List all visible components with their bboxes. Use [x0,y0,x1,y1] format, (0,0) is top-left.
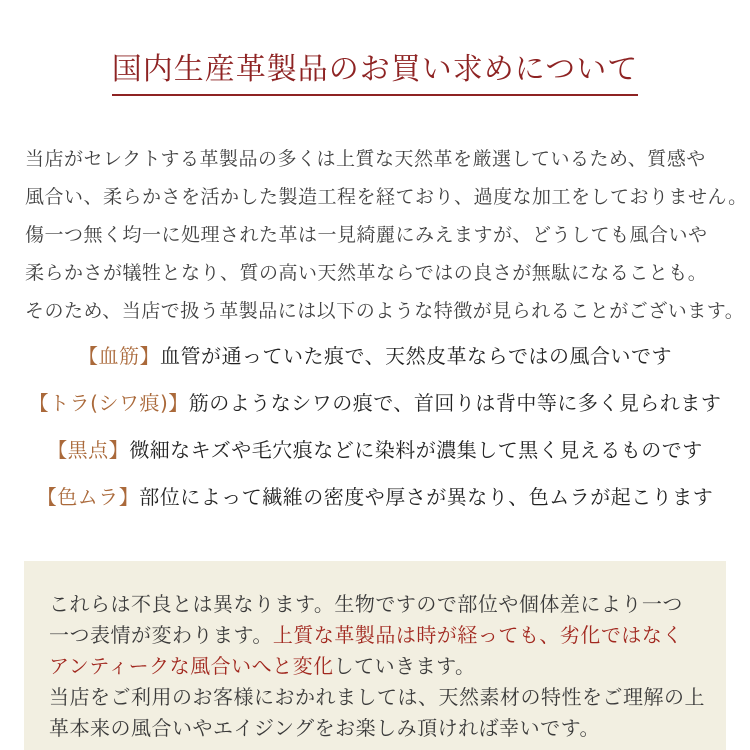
notice-line: 革本来の風合いやエイジングをお楽しみ頂ければ幸いです。 [49,716,600,741]
notice-box [24,561,726,750]
feature-item-tora [0,393,750,414]
title-wrap [0,32,750,116]
feature-label: 【トラ(シワ痕)】 [28,391,189,416]
feature-text: 血管が通っていた痕で、天然皮革ならではの風合いです [160,344,672,369]
notice-highlight: アンティークな風合いへと変化 [49,654,334,679]
notice-text: 一つ表情が変わります。 [49,623,273,648]
feature-label: 【色ムラ】 [36,485,140,510]
feature-text: 筋のようなシワの痕で、首回りは背中等に多く見られます [188,391,722,416]
intro-line: 当店がセレクトする革製品の多くは上質な天然革を厳選しているため、質感や [25,148,706,171]
feature-item-chisuji [0,346,750,367]
feature-text: 部位によって繊維の密度や厚さが異なり、色ムラが起こります [139,485,714,510]
intro-line: 風合い、柔らかさを活かした製造工程を経ており、過度な加工をしておりません。 [25,186,748,209]
notice-line: 当店をご利用のお客様におかれましては、天然素材の特性をご理解の上 [49,685,705,710]
intro-line: そのため、当店で扱う革製品には以下のような特徴が見られることがございます。 [25,300,745,323]
notice-line: これらは不良とは異なります。生物ですので部位や個体差により一つ [49,592,683,617]
feature-text: 微細なキズや毛穴痕などに染料が濃集して黒く見えるものです [129,438,703,463]
notice-line [49,620,706,651]
feature-item-kokuten [0,440,750,461]
feature-item-iromura [0,487,750,508]
feature-label: 【黒点】 [47,438,130,463]
intro-paragraph [25,140,748,330]
intro-line: 柔らかさが犠牲となり、質の高い天然革ならではの良さが無駄になることも。 [25,262,708,285]
notice-highlight: 上質な革製品は時が経っても、劣化ではなく [272,623,683,648]
intro-line: 傷一つ無く均一に処理された革は一見綺麗にみえますが、どうしても風合いや [25,224,708,247]
notice-line [49,651,706,682]
notice-text: していきます。 [333,654,476,679]
page-title: 国内生産革製品のお買い求めについて [112,52,638,96]
feature-list [0,346,750,508]
feature-label: 【血筋】 [78,344,161,369]
